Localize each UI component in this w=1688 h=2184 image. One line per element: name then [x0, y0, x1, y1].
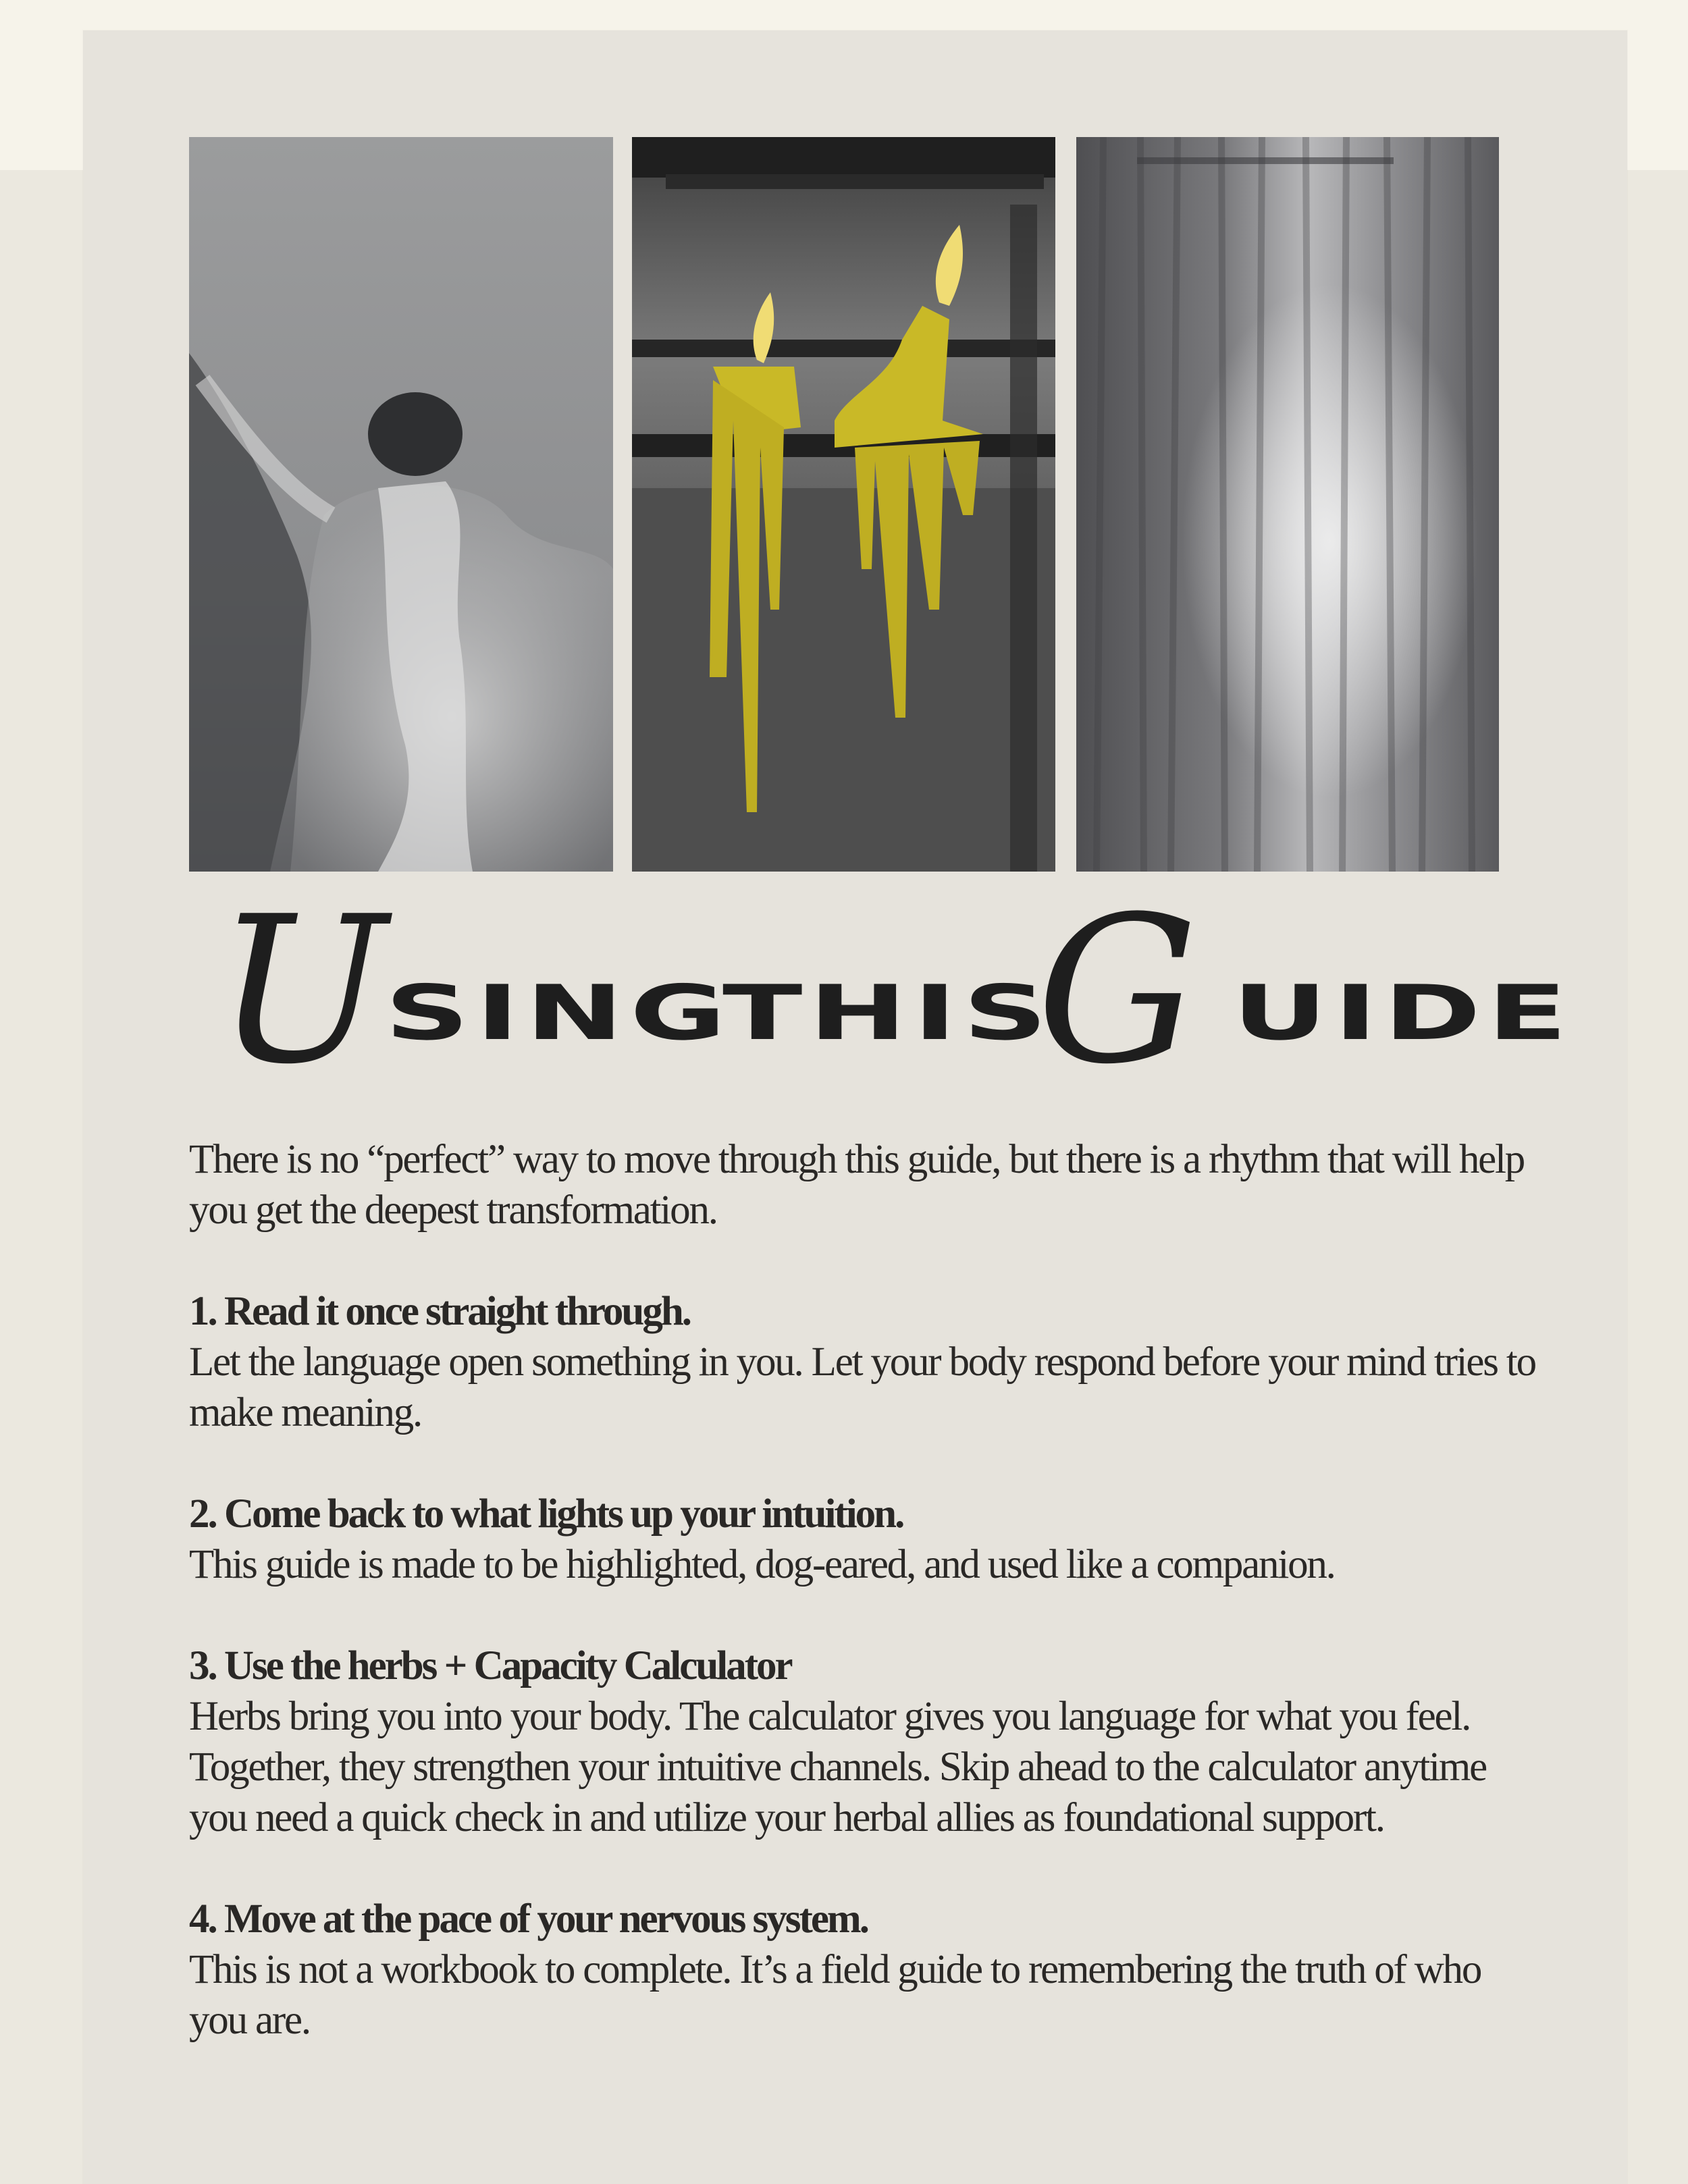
step-4: [189, 1894, 1546, 2046]
step-heading: 2. Come back to what lights up your intuition.: [189, 1491, 903, 1537]
title-sing: SING: [385, 969, 733, 1057]
title-uide: UIDE: [1232, 969, 1574, 1057]
step-heading: 4. Move at the pace of your nervous system.: [189, 1896, 868, 1942]
step-body: This guide is made to be highlighted, dog-eared, and used like a companion.: [189, 1542, 1335, 1587]
title-script-u: U: [216, 873, 387, 1109]
intro-paragraph: There is no “perfect” way to move through this guide, but there is a rhythm that will help you get the deepest transformation.: [189, 1137, 1525, 1233]
step-body: Herbs bring you into your body. The calculator gives you language for what you feel. Together, they strengthen your intuitive channels. Skip ahead to the calculator anytime you need a quick check in and utilize your herbal allies as foundational support.: [189, 1694, 1486, 1840]
step-body: Let the language open something in you. Let your body respond before your mind tries to make meaning.: [189, 1339, 1535, 1435]
title-this: THIS: [722, 969, 1054, 1057]
veiled-dancer-photo: [189, 137, 613, 872]
step-heading: 1. Read it once straight through.: [189, 1289, 691, 1334]
guide-body: [189, 1134, 1546, 2096]
title-script-g: G: [1036, 873, 1198, 1109]
page-title: [203, 873, 1574, 1113]
step-heading: 3. Use the herbs + Capacity Calculator: [189, 1643, 791, 1688]
step-body: This is not a workbook to complete. It’s a field guide to remembering the truth of who you are.: [189, 1947, 1481, 2043]
step-2: [189, 1489, 1546, 1590]
yellow-candles-photo: [632, 137, 1055, 872]
sheer-curtain-photo: [1076, 137, 1499, 872]
step-3: [189, 1641, 1546, 1843]
step-1: [189, 1286, 1546, 1438]
